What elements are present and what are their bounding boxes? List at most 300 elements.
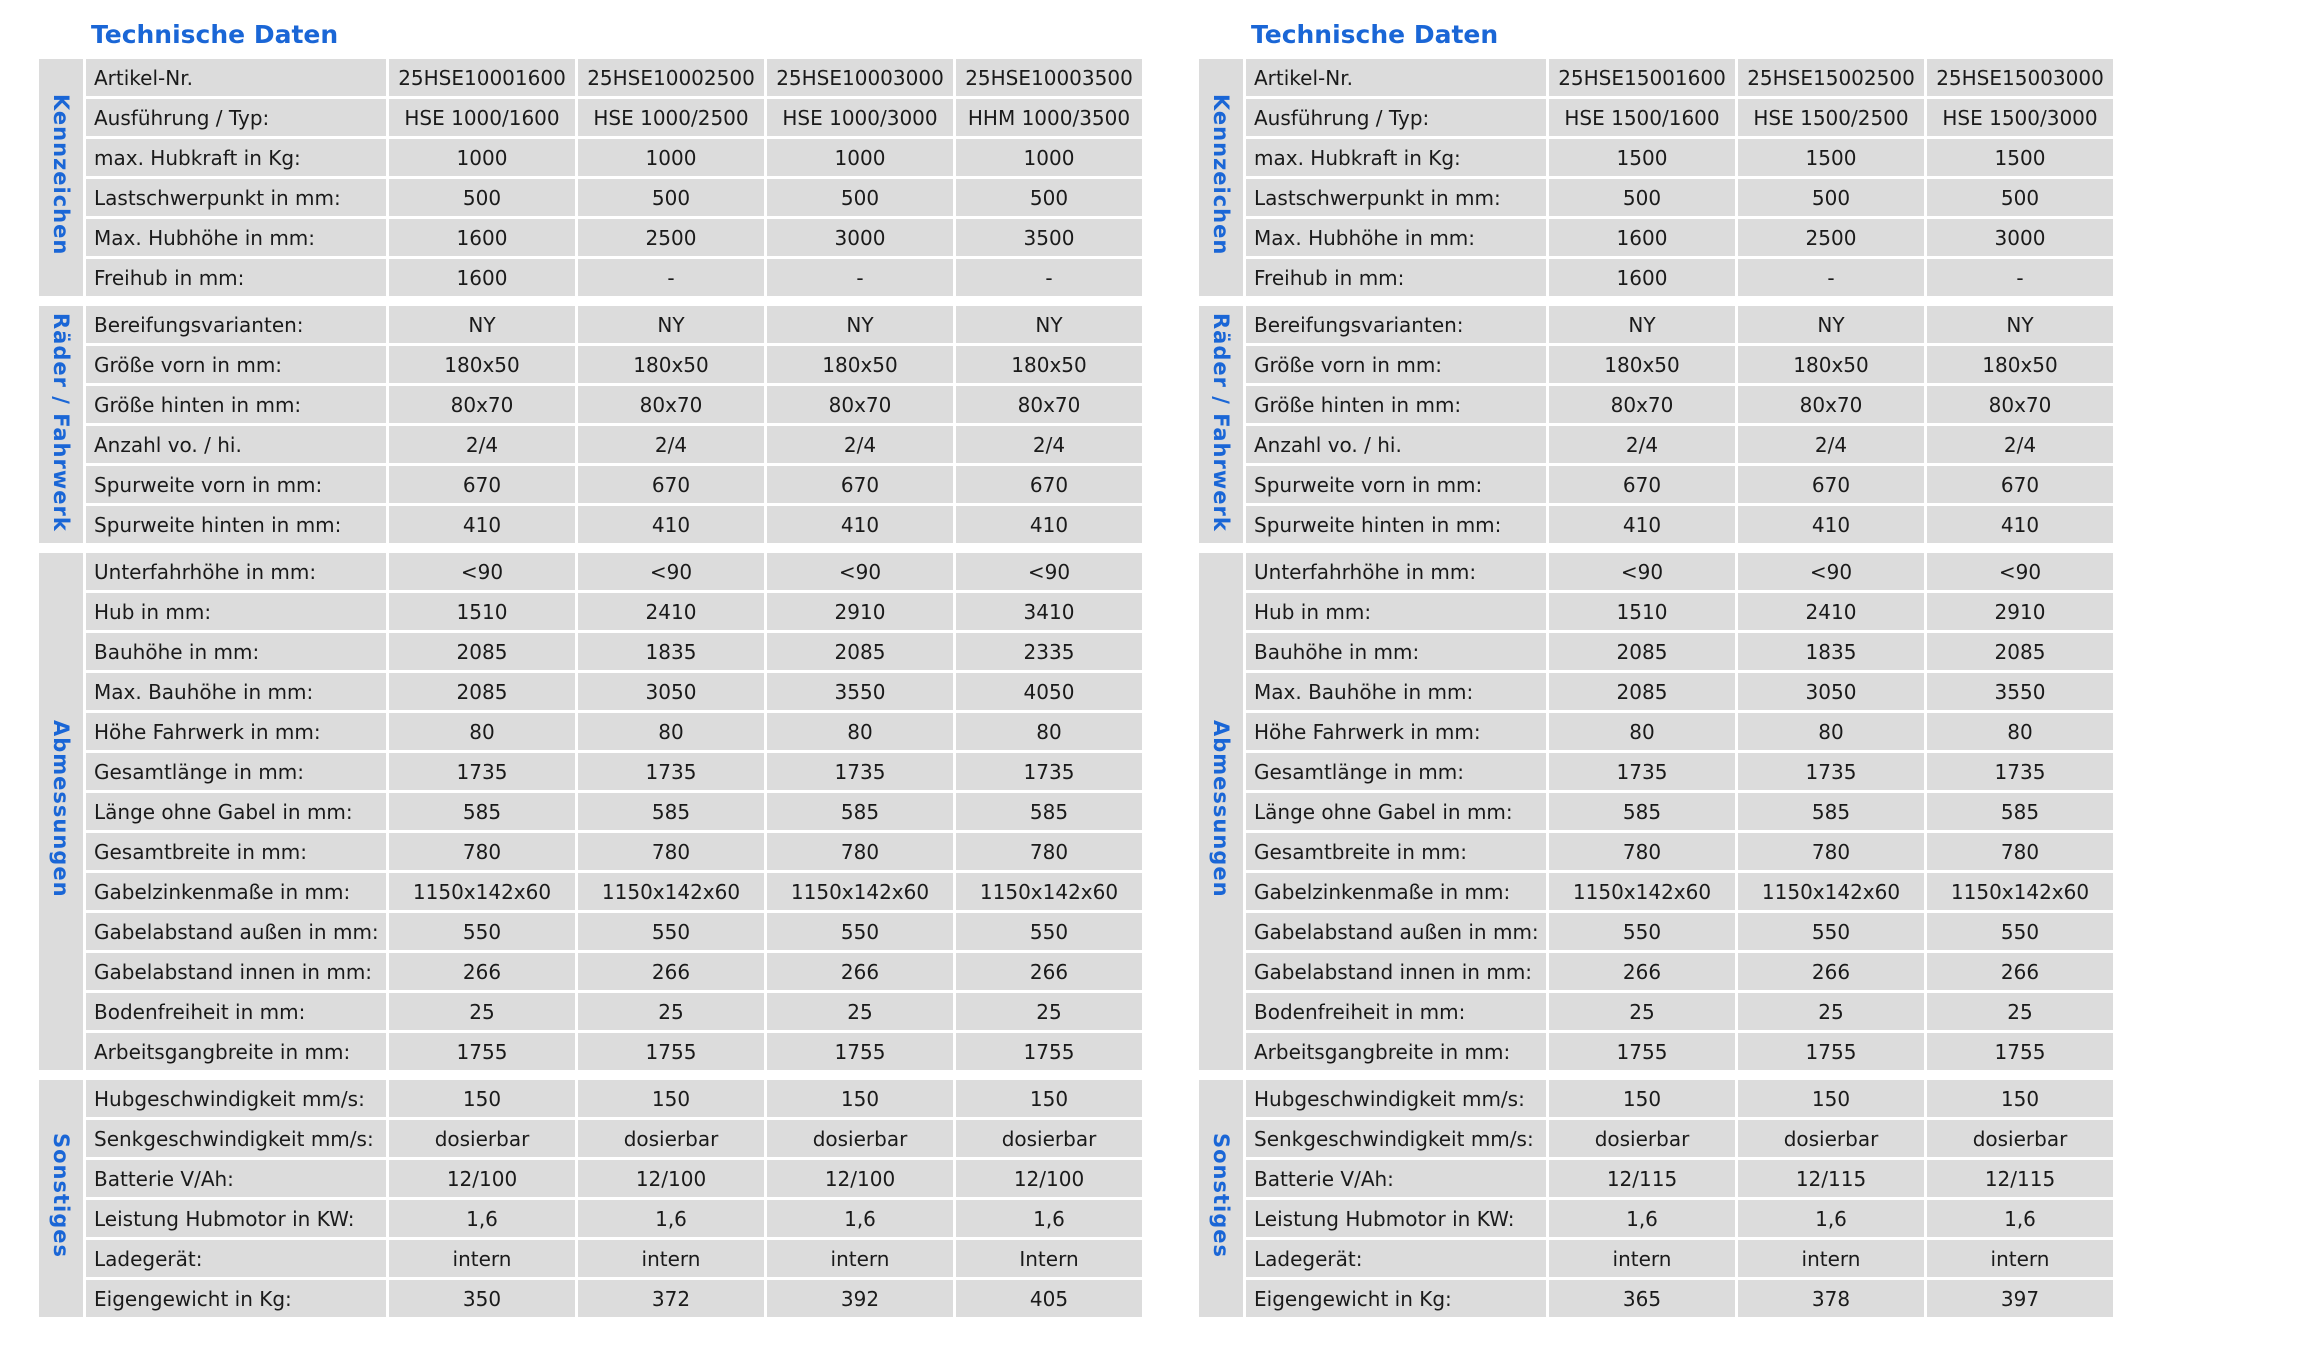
table-cell: 80 bbox=[1738, 713, 1924, 750]
row-label: max. Hubkraft in Kg: bbox=[1246, 139, 1546, 176]
row-label: Spurweite hinten in mm: bbox=[1246, 506, 1546, 543]
table-cell: 80x70 bbox=[389, 386, 575, 423]
row-label: Ausführung / Typ: bbox=[86, 99, 386, 136]
table-cell: 80x70 bbox=[956, 386, 1142, 423]
table-cell: 266 bbox=[578, 953, 764, 990]
table-cell: 500 bbox=[578, 179, 764, 216]
table-cell: 2085 bbox=[1927, 633, 2113, 670]
table-cell: 25HSE10003500 bbox=[956, 59, 1142, 96]
table-cell: 12/115 bbox=[1927, 1160, 2113, 1197]
table-cell: HSE 1000/3000 bbox=[767, 99, 953, 136]
table-row bbox=[39, 506, 1142, 543]
table-cell: 1,6 bbox=[1738, 1200, 1924, 1237]
row-label: Ladegerät: bbox=[86, 1240, 386, 1277]
table-cell: 25HSE15002500 bbox=[1738, 59, 1924, 96]
table-row bbox=[1199, 219, 2113, 256]
row-label: Leistung Hubmotor in KW: bbox=[86, 1200, 386, 1237]
table-cell: 25 bbox=[1549, 993, 1735, 1030]
table-cell: 1500 bbox=[1927, 139, 2113, 176]
table-cell: 780 bbox=[1549, 833, 1735, 870]
row-label: Höhe Fahrwerk in mm: bbox=[86, 713, 386, 750]
table-cell: 1000 bbox=[956, 139, 1142, 176]
table-cell: 12/100 bbox=[578, 1160, 764, 1197]
table-cell: 1150x142x60 bbox=[578, 873, 764, 910]
row-label: Ausführung / Typ: bbox=[1246, 99, 1546, 136]
row-label: Arbeitsgangbreite in mm: bbox=[1246, 1033, 1546, 1070]
table-cell: intern bbox=[389, 1240, 575, 1277]
table-row bbox=[1199, 673, 2113, 710]
table-cell: 2085 bbox=[1549, 673, 1735, 710]
table-cell: 266 bbox=[1927, 953, 2113, 990]
row-label: Batterie V/Ah: bbox=[86, 1160, 386, 1197]
table-cell: 25HSE10001600 bbox=[389, 59, 575, 96]
table-cell: 410 bbox=[1549, 506, 1735, 543]
table-cell: 12/115 bbox=[1549, 1160, 1735, 1197]
table-cell: <90 bbox=[767, 553, 953, 590]
table-cell: 25 bbox=[956, 993, 1142, 1030]
table-cell: 3500 bbox=[956, 219, 1142, 256]
table-cell: 1735 bbox=[956, 753, 1142, 790]
table-cell: dosierbar bbox=[767, 1120, 953, 1157]
table-row bbox=[39, 386, 1142, 423]
table-cell: 1000 bbox=[578, 139, 764, 176]
table-cell: 3050 bbox=[578, 673, 764, 710]
section-header-cell bbox=[39, 1080, 83, 1317]
table-row bbox=[39, 873, 1142, 910]
table-row bbox=[1199, 913, 2113, 950]
spec-panel-right bbox=[1196, 18, 2116, 1320]
section-gap-cell bbox=[39, 299, 1142, 303]
table-row bbox=[1199, 753, 2113, 790]
panel-title: Technische Daten bbox=[91, 20, 339, 49]
table-cell: 2/4 bbox=[389, 426, 575, 463]
table-cell: 500 bbox=[767, 179, 953, 216]
table-cell: 670 bbox=[767, 466, 953, 503]
table-cell: NY bbox=[1549, 306, 1735, 343]
row-label: Spurweite vorn in mm: bbox=[1246, 466, 1546, 503]
table-row bbox=[1199, 1033, 2113, 1070]
spec-table bbox=[36, 56, 1145, 1320]
table-row bbox=[1199, 873, 2113, 910]
table-cell: 80x70 bbox=[1927, 386, 2113, 423]
row-label: Spurweite vorn in mm: bbox=[86, 466, 386, 503]
table-cell: 25 bbox=[578, 993, 764, 1030]
table-cell: 150 bbox=[956, 1080, 1142, 1117]
table-cell: 1735 bbox=[1549, 753, 1735, 790]
spec-panel-left bbox=[36, 18, 1145, 1320]
section-header-cell bbox=[39, 59, 83, 296]
row-label: Hubgeschwindigkeit mm/s: bbox=[1246, 1080, 1546, 1117]
table-row bbox=[1199, 833, 2113, 870]
table-cell: dosierbar bbox=[1549, 1120, 1735, 1157]
table-row bbox=[39, 713, 1142, 750]
table-row bbox=[1199, 99, 2113, 136]
table-cell: 80 bbox=[1549, 713, 1735, 750]
table-cell: 180x50 bbox=[1549, 346, 1735, 383]
table-cell: 2/4 bbox=[1927, 426, 2113, 463]
table-cell: 550 bbox=[1549, 913, 1735, 950]
table-cell: 2085 bbox=[389, 673, 575, 710]
table-cell: <90 bbox=[956, 553, 1142, 590]
row-label: Größe hinten in mm: bbox=[1246, 386, 1546, 423]
table-cell: 3550 bbox=[767, 673, 953, 710]
section-label: Abmessungen bbox=[1209, 720, 1233, 898]
table-row bbox=[1199, 1200, 2113, 1237]
table-cell: 2085 bbox=[1549, 633, 1735, 670]
row-label: max. Hubkraft in Kg: bbox=[86, 139, 386, 176]
row-label: Eigengewicht in Kg: bbox=[1246, 1280, 1546, 1317]
table-cell: NY bbox=[956, 306, 1142, 343]
row-label: Unterfahrhöhe in mm: bbox=[1246, 553, 1546, 590]
table-cell: 2/4 bbox=[578, 426, 764, 463]
table-cell: intern bbox=[1738, 1240, 1924, 1277]
row-label: Bauhöhe in mm: bbox=[1246, 633, 1546, 670]
table-cell: 550 bbox=[578, 913, 764, 950]
table-row bbox=[39, 633, 1142, 670]
row-label: Max. Hubhöhe in mm: bbox=[86, 219, 386, 256]
table-cell: 180x50 bbox=[956, 346, 1142, 383]
table-row bbox=[1199, 793, 2113, 830]
table-cell: 12/100 bbox=[767, 1160, 953, 1197]
table-cell: 80x70 bbox=[1549, 386, 1735, 423]
section-gap-cell bbox=[39, 546, 1142, 550]
table-cell: 3050 bbox=[1738, 673, 1924, 710]
table-cell: 585 bbox=[956, 793, 1142, 830]
table-row bbox=[39, 793, 1142, 830]
table-cell: 25 bbox=[389, 993, 575, 1030]
table-row bbox=[1199, 179, 2113, 216]
section-gap bbox=[1199, 299, 2113, 303]
spec-table bbox=[1196, 56, 2116, 1320]
row-label: Max. Bauhöhe in mm: bbox=[1246, 673, 1546, 710]
row-label: Lastschwerpunkt in mm: bbox=[1246, 179, 1546, 216]
table-cell: 25HSE10003000 bbox=[767, 59, 953, 96]
section-gap-cell bbox=[1199, 546, 2113, 550]
table-cell: 25HSE10002500 bbox=[578, 59, 764, 96]
section-label: Kennzeichen bbox=[49, 94, 73, 256]
table-row bbox=[39, 1280, 1142, 1317]
table-cell: 500 bbox=[956, 179, 1142, 216]
table-cell: 1150x142x60 bbox=[1549, 873, 1735, 910]
table-cell: 1,6 bbox=[1927, 1200, 2113, 1237]
row-label: Freihub in mm: bbox=[86, 259, 386, 296]
table-cell: HSE 1500/3000 bbox=[1927, 99, 2113, 136]
table-cell: NY bbox=[578, 306, 764, 343]
table-cell: 1755 bbox=[956, 1033, 1142, 1070]
table-cell: 1755 bbox=[578, 1033, 764, 1070]
row-label: Gesamtlänge in mm: bbox=[1246, 753, 1546, 790]
table-cell: 780 bbox=[1927, 833, 2113, 870]
table-row bbox=[39, 1200, 1142, 1237]
table-cell: 2410 bbox=[1738, 593, 1924, 630]
table-cell: 1510 bbox=[1549, 593, 1735, 630]
table-row bbox=[1199, 506, 2113, 543]
table-row bbox=[39, 553, 1142, 590]
row-label: Anzahl vo. / hi. bbox=[86, 426, 386, 463]
table-cell: 80x70 bbox=[578, 386, 764, 423]
table-cell: NY bbox=[389, 306, 575, 343]
table-row bbox=[1199, 426, 2113, 463]
table-row bbox=[1199, 259, 2113, 296]
row-label: Gesamtbreite in mm: bbox=[86, 833, 386, 870]
table-cell: 378 bbox=[1738, 1280, 1924, 1317]
table-row bbox=[1199, 993, 2113, 1030]
table-cell: 670 bbox=[1549, 466, 1735, 503]
row-label: Gesamtlänge in mm: bbox=[86, 753, 386, 790]
table-cell: 25 bbox=[1738, 993, 1924, 1030]
table-cell: 180x50 bbox=[767, 346, 953, 383]
table-cell: 585 bbox=[1549, 793, 1735, 830]
section-label: Sonstiges bbox=[49, 1133, 73, 1259]
table-cell: 550 bbox=[767, 913, 953, 950]
table-cell: 80 bbox=[389, 713, 575, 750]
section-gap-cell bbox=[39, 1073, 1142, 1077]
table-cell: 1600 bbox=[389, 259, 575, 296]
row-label: Größe vorn in mm: bbox=[1246, 346, 1546, 383]
section-label: Abmessungen bbox=[49, 720, 73, 898]
table-cell: HSE 1500/2500 bbox=[1738, 99, 1924, 136]
table-cell: 780 bbox=[578, 833, 764, 870]
table-cell: 780 bbox=[767, 833, 953, 870]
table-row bbox=[39, 99, 1142, 136]
table-cell: - bbox=[956, 259, 1142, 296]
table-row bbox=[1199, 1280, 2113, 1317]
table-cell: 150 bbox=[1927, 1080, 2113, 1117]
table-row bbox=[1199, 1160, 2113, 1197]
table-row bbox=[39, 179, 1142, 216]
row-label: Länge ohne Gabel in mm: bbox=[1246, 793, 1546, 830]
table-cell: 80 bbox=[1927, 713, 2113, 750]
table-row bbox=[39, 993, 1142, 1030]
table-cell: 372 bbox=[578, 1280, 764, 1317]
section-gap bbox=[39, 1073, 1142, 1077]
table-cell: HSE 1500/1600 bbox=[1549, 99, 1735, 136]
table-cell: 1755 bbox=[1549, 1033, 1735, 1070]
table-row bbox=[1199, 139, 2113, 176]
table-row bbox=[39, 593, 1142, 630]
table-cell: 550 bbox=[956, 913, 1142, 950]
row-label: Anzahl vo. / hi. bbox=[1246, 426, 1546, 463]
row-label: Leistung Hubmotor in KW: bbox=[1246, 1200, 1546, 1237]
table-cell: dosierbar bbox=[578, 1120, 764, 1157]
table-cell: 2/4 bbox=[1738, 426, 1924, 463]
table-cell: 1600 bbox=[389, 219, 575, 256]
table-row bbox=[39, 139, 1142, 176]
row-label: Bereifungsvarianten: bbox=[1246, 306, 1546, 343]
row-label: Bodenfreiheit in mm: bbox=[86, 993, 386, 1030]
section-header-cell bbox=[1199, 306, 1243, 543]
table-cell: dosierbar bbox=[1738, 1120, 1924, 1157]
table-cell: HHM 1000/3500 bbox=[956, 99, 1142, 136]
table-cell: 80 bbox=[578, 713, 764, 750]
table-cell: 1,6 bbox=[767, 1200, 953, 1237]
table-cell: 500 bbox=[1927, 179, 2113, 216]
table-cell: intern bbox=[578, 1240, 764, 1277]
table-cell: NY bbox=[767, 306, 953, 343]
table-cell: 1,6 bbox=[1549, 1200, 1735, 1237]
table-cell: 780 bbox=[389, 833, 575, 870]
table-cell: 1600 bbox=[1549, 219, 1735, 256]
table-cell: 1,6 bbox=[578, 1200, 764, 1237]
table-cell: <90 bbox=[1549, 553, 1735, 590]
table-cell: 1755 bbox=[1738, 1033, 1924, 1070]
section-label: Räder / Fahrwerk bbox=[1209, 312, 1233, 532]
table-row bbox=[1199, 953, 2113, 990]
table-cell: 1150x142x60 bbox=[956, 873, 1142, 910]
row-label: Höhe Fahrwerk in mm: bbox=[1246, 713, 1546, 750]
table-row bbox=[1199, 306, 2113, 343]
table-cell: 550 bbox=[1927, 913, 2113, 950]
table-cell: 2/4 bbox=[767, 426, 953, 463]
table-cell: 150 bbox=[1549, 1080, 1735, 1117]
table-cell: 780 bbox=[956, 833, 1142, 870]
table-cell: intern bbox=[767, 1240, 953, 1277]
row-label: Hubgeschwindigkeit mm/s: bbox=[86, 1080, 386, 1117]
table-cell: 150 bbox=[767, 1080, 953, 1117]
table-row bbox=[1199, 1240, 2113, 1277]
table-cell: 180x50 bbox=[389, 346, 575, 383]
row-label: Ladegerät: bbox=[1246, 1240, 1546, 1277]
table-cell: 12/100 bbox=[956, 1160, 1142, 1197]
table-row bbox=[39, 1080, 1142, 1117]
table-cell: 150 bbox=[389, 1080, 575, 1117]
row-label: Länge ohne Gabel in mm: bbox=[86, 793, 386, 830]
section-header-cell bbox=[39, 306, 83, 543]
table-cell: 1510 bbox=[389, 593, 575, 630]
table-cell: <90 bbox=[578, 553, 764, 590]
table-cell: - bbox=[1927, 259, 2113, 296]
table-cell: 585 bbox=[1738, 793, 1924, 830]
table-cell: 2910 bbox=[1927, 593, 2113, 630]
row-label: Batterie V/Ah: bbox=[1246, 1160, 1546, 1197]
table-cell: 180x50 bbox=[578, 346, 764, 383]
table-cell: - bbox=[578, 259, 764, 296]
table-row bbox=[39, 306, 1142, 343]
table-cell: 1150x142x60 bbox=[389, 873, 575, 910]
table-cell: HSE 1000/1600 bbox=[389, 99, 575, 136]
panel-title: Technische Daten bbox=[1251, 20, 1499, 49]
table-cell: 397 bbox=[1927, 1280, 2113, 1317]
table-cell: 1150x142x60 bbox=[1738, 873, 1924, 910]
row-label: Spurweite hinten in mm: bbox=[86, 506, 386, 543]
table-cell: 266 bbox=[956, 953, 1142, 990]
section-gap bbox=[1199, 1073, 2113, 1077]
table-cell: 4050 bbox=[956, 673, 1142, 710]
row-label: Senkgeschwindigkeit mm/s: bbox=[1246, 1120, 1546, 1157]
row-label: Gabelzinkenmaße in mm: bbox=[86, 873, 386, 910]
table-cell: 585 bbox=[578, 793, 764, 830]
row-label: Größe vorn in mm: bbox=[86, 346, 386, 383]
table-cell: 410 bbox=[956, 506, 1142, 543]
table-cell: - bbox=[767, 259, 953, 296]
table-cell: 410 bbox=[389, 506, 575, 543]
table-cell: 500 bbox=[389, 179, 575, 216]
section-gap-cell bbox=[1199, 299, 2113, 303]
table-cell: intern bbox=[1549, 1240, 1735, 1277]
row-label: Unterfahrhöhe in mm: bbox=[86, 553, 386, 590]
table-row bbox=[39, 1160, 1142, 1197]
table-row bbox=[1199, 346, 2113, 383]
section-header-cell bbox=[39, 553, 83, 1070]
row-label: Gabelzinkenmaße in mm: bbox=[1246, 873, 1546, 910]
table-row bbox=[39, 1120, 1142, 1157]
table-row bbox=[1199, 59, 2113, 96]
table-cell: 1735 bbox=[1927, 753, 2113, 790]
table-row bbox=[39, 466, 1142, 503]
table-cell: 80x70 bbox=[1738, 386, 1924, 423]
row-label: Senkgeschwindigkeit mm/s: bbox=[86, 1120, 386, 1157]
table-cell: 266 bbox=[1738, 953, 1924, 990]
table-cell: 585 bbox=[767, 793, 953, 830]
row-label: Artikel-Nr. bbox=[86, 59, 386, 96]
table-cell: 1150x142x60 bbox=[1927, 873, 2113, 910]
table-row bbox=[39, 1033, 1142, 1070]
table-cell: 670 bbox=[1927, 466, 2113, 503]
table-cell: 180x50 bbox=[1738, 346, 1924, 383]
table-cell: 3410 bbox=[956, 593, 1142, 630]
table-cell: 410 bbox=[1927, 506, 2113, 543]
table-cell: 1755 bbox=[1927, 1033, 2113, 1070]
table-cell: Intern bbox=[956, 1240, 1142, 1277]
table-cell: 150 bbox=[1738, 1080, 1924, 1117]
table-cell: 365 bbox=[1549, 1280, 1735, 1317]
table-cell: 25HSE15003000 bbox=[1927, 59, 2113, 96]
table-cell: 1,6 bbox=[956, 1200, 1142, 1237]
table-cell: - bbox=[1738, 259, 1924, 296]
section-gap-cell bbox=[1199, 1073, 2113, 1077]
table-cell: 500 bbox=[1738, 179, 1924, 216]
table-row bbox=[39, 753, 1142, 790]
section-gap bbox=[39, 546, 1142, 550]
section-label: Räder / Fahrwerk bbox=[49, 312, 73, 532]
row-label: Gabelabstand außen in mm: bbox=[1246, 913, 1546, 950]
row-label: Gabelabstand außen in mm: bbox=[86, 913, 386, 950]
row-label: Artikel-Nr. bbox=[1246, 59, 1546, 96]
table-cell: 80x70 bbox=[767, 386, 953, 423]
table-cell: 670 bbox=[956, 466, 1142, 503]
row-label: Lastschwerpunkt in mm: bbox=[86, 179, 386, 216]
row-label: Bodenfreiheit in mm: bbox=[1246, 993, 1546, 1030]
table-cell: 2/4 bbox=[956, 426, 1142, 463]
row-label: Gabelabstand innen in mm: bbox=[1246, 953, 1546, 990]
table-cell: 1735 bbox=[1738, 753, 1924, 790]
row-label: Hub in mm: bbox=[1246, 593, 1546, 630]
row-label: Freihub in mm: bbox=[1246, 259, 1546, 296]
table-cell: 25HSE15001600 bbox=[1549, 59, 1735, 96]
row-label: Arbeitsgangbreite in mm: bbox=[86, 1033, 386, 1070]
row-label: Gesamtbreite in mm: bbox=[1246, 833, 1546, 870]
table-row bbox=[39, 913, 1142, 950]
table-cell: 585 bbox=[389, 793, 575, 830]
table-cell: 392 bbox=[767, 1280, 953, 1317]
table-cell: 405 bbox=[956, 1280, 1142, 1317]
table-cell: 550 bbox=[389, 913, 575, 950]
table-cell: 266 bbox=[767, 953, 953, 990]
table-cell: 670 bbox=[389, 466, 575, 503]
table-cell: dosierbar bbox=[1927, 1120, 2113, 1157]
table-row bbox=[39, 346, 1142, 383]
table-cell: 150 bbox=[578, 1080, 764, 1117]
table-cell: 1,6 bbox=[389, 1200, 575, 1237]
table-cell: 1500 bbox=[1549, 139, 1735, 176]
row-label: Eigengewicht in Kg: bbox=[86, 1280, 386, 1317]
table-cell: 3000 bbox=[1927, 219, 2113, 256]
row-label: Gabelabstand innen in mm: bbox=[86, 953, 386, 990]
table-cell: <90 bbox=[1927, 553, 2113, 590]
table-cell: 80 bbox=[956, 713, 1142, 750]
table-cell: 350 bbox=[389, 1280, 575, 1317]
table-cell: 410 bbox=[1738, 506, 1924, 543]
